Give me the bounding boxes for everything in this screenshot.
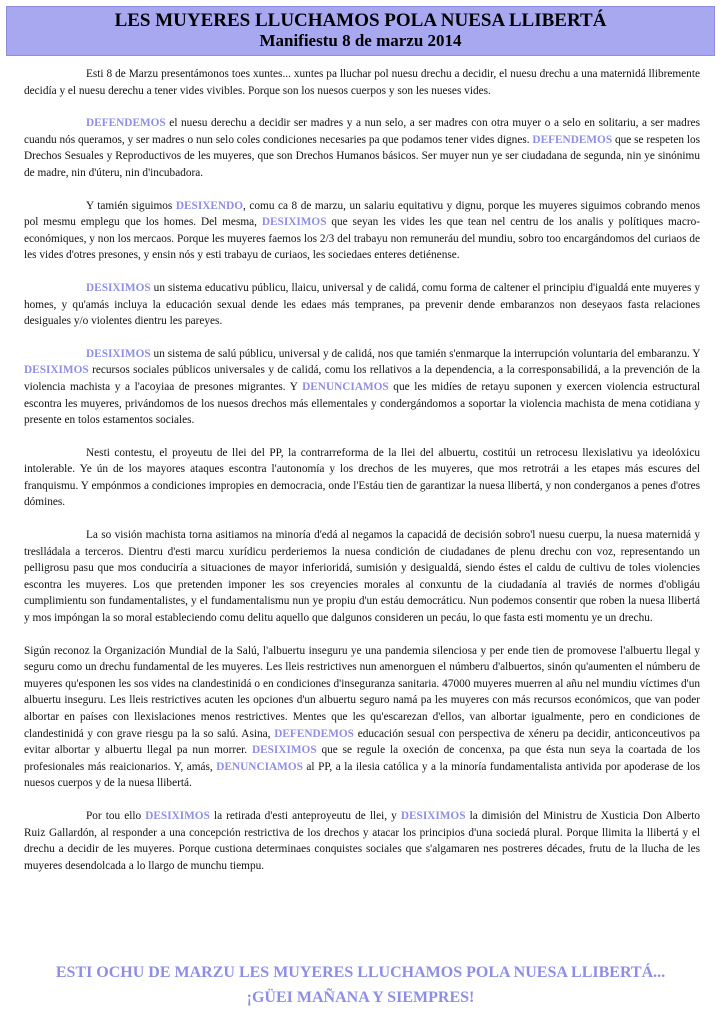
highlighted-keyword: DESIXIMOS <box>251 744 317 757</box>
document-subtitle: Manifiestu 8 de marzu 2014 <box>259 31 462 50</box>
paragraph <box>24 346 700 429</box>
document-page <box>0 6 721 1030</box>
paragraph-text: educación sesual con perspectiva de xéneru pa decidir, anticonceutivos pa evitar albortar y albuertu llegal pa nun morrer. <box>24 727 700 757</box>
highlighted-keyword: DESIXIMOS <box>145 809 210 822</box>
highlighted-keyword: DEFENDEMOS <box>532 133 613 146</box>
paragraph-text: al PP, a la ilesia católica y a la minoría fundamentalista antivida por apoderase de los nuesos cuerpos y de la nuesa llibertá. <box>24 760 700 790</box>
paragraph <box>24 66 700 99</box>
highlighted-keyword: DENUNCIAMOS <box>216 760 303 773</box>
paragraph-text: Sigún reconoz la Organización Mundial de la Salú, l'albuertu inseguru ye una pandemia silenciosa y per ende tien de promovese l'albuertu llegal y seguru como un drechu fundamental de les muyeres. Les lleis restrictives nun amenorguen el númberu d'albuertos, sinón qu'aumenten el númberu de muyeres qu'esponen les sos vides na clandestinidá o en condiciones d'inseguranza sanitaria. 47000 muyeres muerren al añu nel mundiu víctimes d'un albuertu inseguru. Les lleis restrictives acuten les opciones d'un albuertu seguro namá pa les muyeres con más recursos económicos, que van poder albortar en países con llexislaciones menos restrictives. Mentes que les qu'escarezan d'ellos, van albortar igualmente, pero en condiciones de clandestinidá y con grave riesgu pa la so salú. Asina, <box>24 644 700 740</box>
title-banner <box>6 6 715 56</box>
highlighted-keyword: DESIXIMOS <box>261 216 327 229</box>
document-title: LES MUYERES LLUCHAMOS POLA NUESA LLIBERTÁ <box>114 10 607 31</box>
paragraph-text: la retirada d'esti anteproyeutu de llei, y <box>209 809 401 822</box>
paragraph-text: el nuesu derechu a decidir ser madres y a nun selo, a ser madres con otra muyer o a selo en solitariu, a ser madres cuandu nós queramos, y ser madres o nun selo coles condiciones necesaries pa que podamos tener vides dignes. <box>24 117 700 146</box>
manifesto-body <box>0 56 721 874</box>
paragraph-text: recursos sociales públicos universales y de calidá, comu los rellativos a la dependencia, a la corresponsabilidá, a la prevención de la violencia machista y a l'acoyiaa de presones migrantes. Y <box>24 364 700 393</box>
paragraph-text: que se respeten los Drechos Sesuales y Reproductivos de les muyeres, que son Drechos Humanos básicos. Ser muyer nun ye ser ciudadana de segunda, nin ye sinónimu de madre, nin d'úteru, nin d'incubadora. <box>24 133 701 179</box>
highlighted-keyword: DESIXIMOS <box>400 809 466 822</box>
paragraph-text: , comu ca 8 de marzu, un salariu equitativu y dignu, porque les muyeres siguimos cobrando menos pol mesmu emplegu que los homes. Del mesma, <box>24 199 700 229</box>
highlighted-keyword: DESIXIMOS <box>86 281 151 294</box>
paragraph-text: Esti 8 de Marzu presentámonos toes xuntes... xuntes pa lluchar pol nuesu drechu a decidir, el nuesu drechu a una maternidá llibremente decidía y el nuesu derechu a tener vides vivibles. Porque son los nuesos cuerpos y son les nueses vides. <box>24 68 700 97</box>
paragraph-text: la dimisión del Ministru de Xusticia Don Alberto Ruiz Gallardón, al responder a una concepción restrictiva de los drechos y atacar los principios d'una sociedá plural. Porque llimita la llibertá y el drechu a decidir de les muyeres. Porque custiona determinaes conquistes sociales que s'algamaren nes postreres décades, frutu de la llucha de les muyeres desendolcada a lo llargo de munchu tiempu. <box>24 809 700 872</box>
closing-slogan <box>0 961 721 1011</box>
paragraph <box>24 198 700 264</box>
paragraph-text: Por tou ello <box>86 809 146 822</box>
highlighted-keyword: DEFENDEMOS <box>86 117 166 130</box>
paragraph <box>24 445 700 511</box>
highlighted-keyword: DENUNCIAMOS <box>302 380 389 393</box>
paragraph <box>24 527 700 627</box>
highlighted-keyword: DESIXIMOS <box>86 347 151 360</box>
highlighted-keyword: DESIXIMOS <box>24 364 89 377</box>
paragraph-text: un sistema de salú públicu, universal y de calidá, nos que tamién s'enmarque la interrupción voluntaria del embaranzu. Y <box>150 347 700 360</box>
paragraph <box>24 808 700 874</box>
paragraph-text: Y tamién siguimos <box>86 199 176 212</box>
paragraph <box>24 280 700 330</box>
paragraph-text: un sistema educativu públicu, llaicu, universal y de calidá, comu forma de caltener el principiu d'igualdá ente muyeres y homes, y qu'amás incluya la educación sexual dende les edaes más tempranes, pa prevenir dende embaranzos non deseyaos fasta relaciones desiguales y/o violentes dientru les pareyes. <box>24 281 700 328</box>
highlighted-keyword: DEFENDEMOS <box>274 727 354 740</box>
paragraph <box>24 115 700 181</box>
closing-slogan-line-1: ESTI OCHU DE MARZU LES MUYERES LLUCHAMOS POLA NUESA LLIBERTÁ... <box>55 964 666 981</box>
highlighted-keyword: DESIXENDO <box>175 199 244 212</box>
paragraph-text: La so visión machista torna asitiamos na minoría d'edá al negamos la capacidá de decisión sobro'l nuesu cuerpu, la nuesa maternidá y treslládala a terceros. Dientru d'esti marcu xurídicu perderiemos la nuesa condición de ciudadanes de plenu drechu con voz, representando un pelligrosu pasu que mos conduciría a situaciones de mayor inferioridá, sumisión y desigualdá, siendo éstes el caldu de cultivu de toles violencies escontra les muyeres. Los que pretenden imponer les sos creyencies morales al conxuntu de la ciudadanía al traviés de normes d'obligáu cumplimientu son fundamentalistes, y el fundamentalismu nun ye propiu d'un estáu democráticu. Nun podemos consentir que roben la nuesa llibertá y mos impóngan la so moral estableciendo comu delitu aquello que dalgunos consideren un pecáu, lo que fasta esti momentu ye un drechu. <box>24 529 700 625</box>
paragraph-text: Nesti contestu, el proyeutu de llei del PP, la contrarreforma de la llei del albuertu, costitúi un retrocesu llexislativu ya ideolóxicu intolerable. Ye ún de los mayores ataques escontra l'autonomía y los drechos de les muyeres, que mos retrotrái a les etapes más escures del franquismu. Y empónmos a condiciones impropies en democracia, onde l'Estáu tien de garantizar la nuesa llibertá, y non conderganos a penes d'otres dómines. <box>24 446 700 509</box>
paragraph-text: que les midíes de retayu suponen y exercen violencia estructural escontra les muyeres, privándomos de los nuesos drechos más ellementales y condergándomos a soportar la violencia machista de mena cotidiana y presente en tolos estamentos sociales. <box>24 380 701 427</box>
paragraph-text: que seyan les vides les que tean nel centru de los analis y polítiques macro-económiques, y non los mercaos. Porque les muyeres faemos los 2/3 del trabayu non remuneráu del mundiu, sobro too encargándomos del curiaos de les vides d'otres presones, y ensin nós y esti trabayu de curiaos, les sociedaes enteres detiénense. <box>24 216 701 262</box>
closing-slogan-line-2: ¡GÜEI MAÑANA Y SIEMPRES! <box>246 989 475 1006</box>
paragraph-text: que se regule la oxeción de concenxa, pa que ésta nun seya la coartada de los profesionales más reaicionarios. Y, amás, <box>24 744 700 773</box>
paragraph <box>24 643 700 792</box>
